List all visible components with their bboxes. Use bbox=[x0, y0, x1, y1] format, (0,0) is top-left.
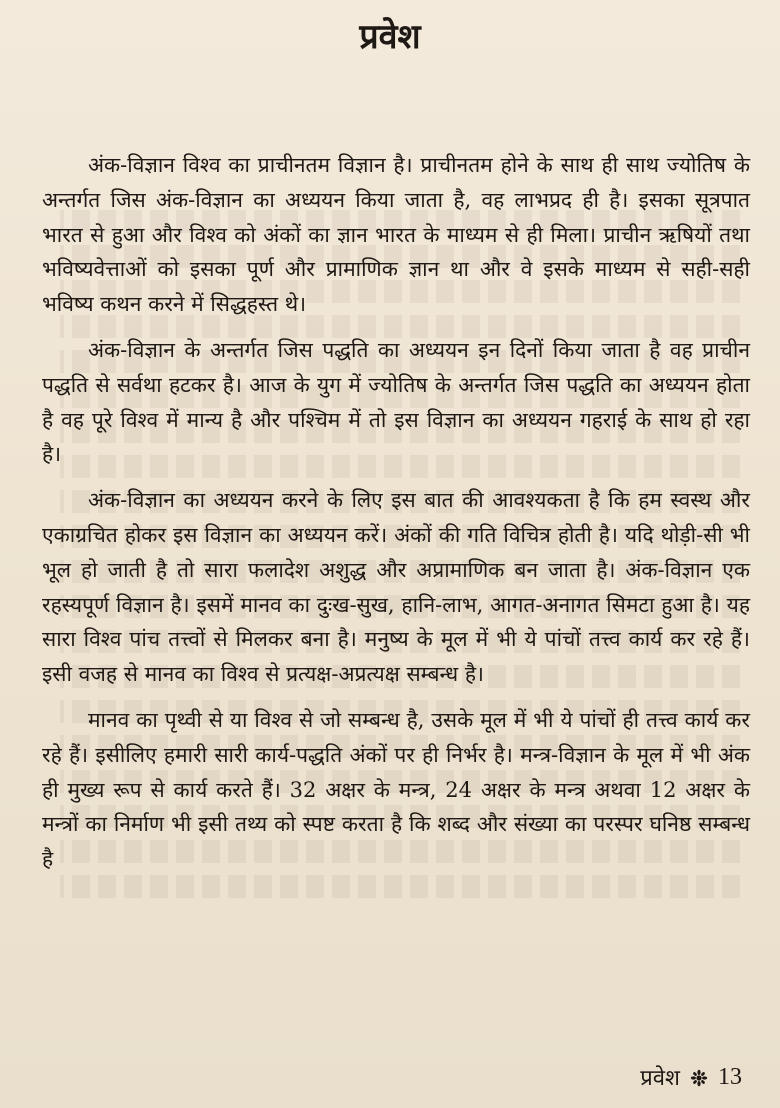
body-text bbox=[42, 148, 750, 888]
page-number: 13 bbox=[718, 1063, 742, 1090]
page-footer bbox=[640, 1062, 742, 1092]
paragraph-2: अंक-विज्ञान के अन्तर्गत जिस पद्धति का अध्ययन इन दिनों किया जाता है वह प्राचीन पद्धति से सर्वथा हटकर है। आज के युग में ज्योतिष के अन्तर्गत जिस पद्धति का अध्ययन होता है वह पूरे विश्व में मान्य है और पश्चिम में तो इस विज्ञान का अध्ययन गहराई के साथ हो रहा है। bbox=[42, 337, 750, 467]
paragraph-3: अंक-विज्ञान का अध्ययन करने के लिए इस बात की आवश्यकता है कि हम स्वस्थ और एकाग्रचित होकर इस विज्ञान का अध्ययन करें। अंकों की गति विचित्र होती है। यदि थोड़ी-सी भी भूल हो जाती है तो सारा फलादेश अशुद्ध और अप्रामाणिक बन जाता है। अंक-विज्ञान एक रहस्यपूर्ण विज्ञान है। इसमें मानव का दुःख-सुख, हानि-लाभ, आगत-अनागत सिमटा हुआ है। यह सारा विश्व पांच तत्त्वों से मिलकर बना है। मनुष्य के मूल में भी ये पांचों तत्त्व कार्य कर रहे हैं। इसी वजह से मानव का विश्व से प्रत्यक्ष-अप्रत्यक्ष सम्बन्ध है। bbox=[42, 488, 750, 687]
flower-ornament-icon bbox=[690, 1068, 708, 1086]
footer-label: प्रवेश bbox=[640, 1066, 680, 1091]
paragraph-4: मानव का पृथ्वी से या विश्व से जो सम्बन्ध है, उसके मूल में भी ये पांचों ही तत्त्व कार्य कर रहे हैं। इसीलिए हमारी सारी कार्य-पद्धति अंकों पर ही निर्भर है। मन्त्र-विज्ञान के मूल में भी अंक ही मुख्य रूप से कार्य करते हैं। 32 अक्षर के मन्त्र, 24 अक्षर के मन्त्र अथवा 12 अक्षर के मन्त्रों का निर्माण भी इसी तथ्य को स्पष्ट करता है कि शब्द और संख्या का परस्पर घनिष्ठ सम्बन्ध है bbox=[42, 707, 750, 872]
page-title: प्रवेश bbox=[359, 17, 421, 57]
paragraph-1: अंक-विज्ञान विश्व का प्राचीनतम विज्ञान है। प्राचीनतम होने के साथ ही साथ ज्योतिष के अन्तर्गत जिस अंक-विज्ञान का अध्ययन किया जाता है, वह लाभप्रद ही है। इसका सूत्रपात भारत से हुआ और विश्व को अंकों का ज्ञान भारत के माध्यम से ही मिला। प्राचीन ऋषियों तथा भविष्यवेत्ताओं को इसका पूर्ण और प्रामाणिक ज्ञान था और वे इसके माध्यम से सही-सही भविष्य कथन करने में सिद्धहस्त थे। bbox=[42, 153, 750, 317]
